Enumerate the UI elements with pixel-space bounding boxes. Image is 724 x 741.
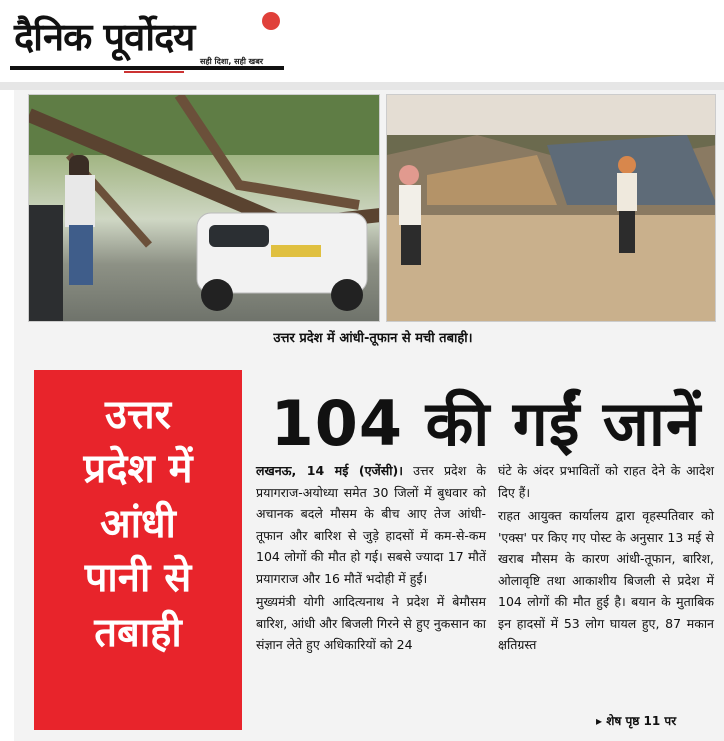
article-paragraph: मुख्यमंत्री योगी आदित्यनाथ ने प्रदेश में बेमौसम बारिश, आंधी और बिजली गिरने से हुए नुकसान का संज्ञान लेते हुए अधिकारियों को 24 bbox=[256, 594, 486, 652]
highlight-text bbox=[34, 388, 242, 660]
continued-on-page-link[interactable]: ▸ शेष पृष्ठ 11 पर bbox=[596, 714, 677, 728]
highlight-box bbox=[34, 370, 242, 730]
photo-fallen-tree bbox=[28, 94, 380, 322]
article-column-1 bbox=[256, 460, 486, 658]
photo-caption: उत्तर प्रदेश में आंधी-तूफान से मची तबाही। bbox=[273, 331, 473, 346]
highlight-line: आंधी bbox=[100, 500, 176, 547]
highlight-line: तबाही bbox=[94, 609, 182, 656]
article-text: उत्तर प्रदेश के प्रयागराज-अयोध्या समेत 30 जिलों में बुधवार को अचानक बदले मौसम के बीच आए तेज आंधी-तूफान और बारिश से जुड़े हादसों में कम-से-कम 104 लोगों की मौत हो गई। सबसे ज्यादा 17 मौतें प्रयागराज और 16 मौतें भदोही में हुईं। bbox=[256, 463, 486, 586]
masthead bbox=[0, 0, 724, 82]
highlight-line: पानी से bbox=[84, 555, 192, 602]
newspaper-logo: दैनिक पूर्वोदय bbox=[14, 15, 195, 59]
tagline: सही दिशा, सही खबर bbox=[200, 57, 264, 66]
article-paragraph: घंटे के अंदर प्रभावितों को राहत देने के आदेश दिए हैं। bbox=[498, 463, 714, 500]
dateline: लखनऊ, 14 मई (एजेंसी)। bbox=[256, 463, 403, 478]
masthead-subrule bbox=[124, 71, 184, 73]
article-column-2 bbox=[498, 460, 714, 658]
highlight-line: प्रदेश में bbox=[83, 446, 193, 493]
highlight-line: उत्तर bbox=[105, 392, 171, 438]
article-paragraph bbox=[256, 460, 486, 589]
collapsed-shed-illustration bbox=[387, 95, 716, 322]
page-band bbox=[0, 82, 724, 90]
fallen-tree-illustration bbox=[29, 95, 380, 322]
headline: 104 की गईं जानें bbox=[270, 387, 702, 460]
article-paragraph: राहत आयुक्त कार्यालय द्वारा वृहस्पतिवार को 'एक्स' पर किए गए पोस्ट के अनुसार 13 मई से खराब मौसम के कारण आंधी-तूफान, बारिश, ओलावृष्टि तथा आकाशीय बिजली से प्रदेश में 104 लोगों की मौत हुई है। बयान के मुताबिक इन हादसों में 53 लोग घायल हुए, 87 मकान क्षतिग्रस्त bbox=[498, 508, 714, 652]
logo-dot-icon bbox=[262, 12, 280, 30]
photo-collapsed-shed bbox=[386, 94, 716, 322]
